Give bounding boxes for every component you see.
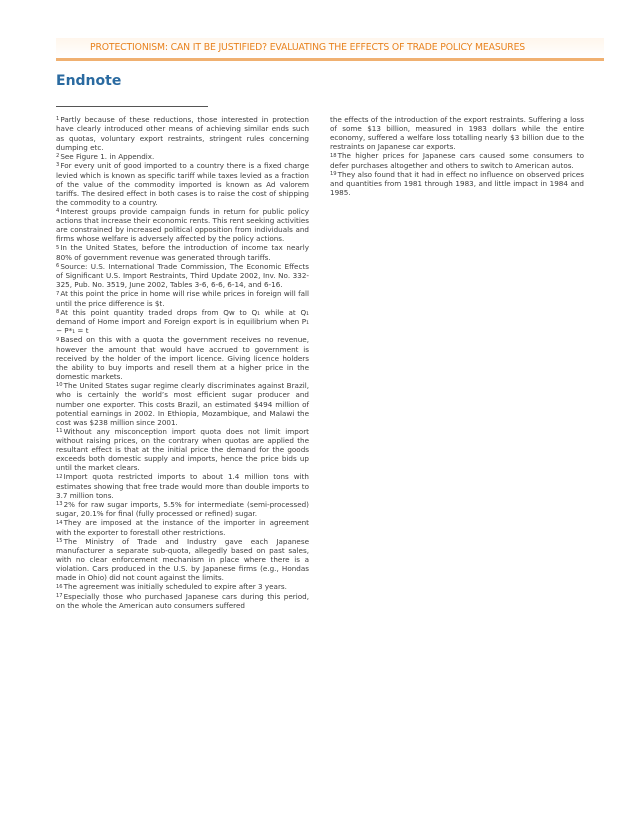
endnote: [56, 161, 309, 207]
endnote-number: 2: [56, 153, 60, 159]
endnote: [56, 289, 309, 308]
endnote-text: The United States sugar regime clearly discriminates against Brazil, who is certainly the world’s most efficient sugar producer and number one exporter. This costs Brazil, an estimated $494 million of potential earnings in 2002. In Ethiopia, Mozambique, and Malawi the cost was $238 million since 2001.: [56, 381, 309, 427]
endnote: [56, 472, 309, 500]
endnote-text: Especially those who purchased Japanese cars during this period, on the whole the American auto consumers suffered: [56, 591, 309, 611]
endnote-number: 11: [56, 428, 63, 435]
endnote-number: 13: [56, 501, 63, 508]
endnote-number: 12: [56, 473, 63, 480]
endnote: [330, 151, 584, 170]
endnote: [56, 152, 309, 161]
endnote-text: At this point the price in home will rise while prices in foreign will fall until the price difference is $t.: [56, 289, 309, 308]
endnote: [56, 500, 309, 519]
endnote: [330, 170, 584, 198]
endnote-number: 5: [56, 244, 60, 251]
endnote-text: the effects of the introduction of the export restraints. Suffering a loss of some $13 billion, measured in 1983 dollars while the entire economy, suffered a welfare loss totalling nearly $3 billion due to the restraints on Japanese car exports.: [330, 115, 584, 152]
endnote-text: They also found that it had in effect no influence on observed prices and quantities from 1981 through 1983, and little impact in 1984 and 1985.: [330, 169, 584, 198]
endnote-text: The higher prices for Japanese cars caused some consumers to defer purchases altogether and others to switch to American autos.: [330, 151, 584, 170]
endnote-continuation: [330, 115, 584, 151]
endnote-number: 19: [330, 171, 337, 178]
endnote-text: They are imposed at the instance of the importer in agreement with the exporter to forestall other restrictions.: [56, 518, 309, 537]
endnote: [56, 537, 309, 583]
endnote-text: For every unit of good imported to a country there is a fixed charge levied which is known as specific tariff while taxes levied as a fraction of the value of the commodity imported is known as Ad valorem tariffs. The desired effect in both cases is to raise the cost of shipping the commodity to a country.: [56, 161, 309, 207]
endnote-number: 9: [56, 336, 60, 343]
endnote-number: 10: [56, 382, 63, 389]
endnote-number: 17: [56, 593, 63, 600]
endnote: [56, 262, 309, 290]
section-title: Endnote: [56, 73, 122, 89]
endnote-text: 2% for raw sugar imports, 5.5% for intermediate (semi-processed) sugar, 20.1% for final (fully processed or refined) sugar.: [56, 499, 309, 519]
endnote-number: 1: [56, 116, 60, 123]
endnote-text: Interest groups provide campaign funds in return for public policy actions that increase their economic rents. This rent seeking activities are constrained by increased political opposition from individuals and firms whose welfare is adversely affected by the policy actions.: [56, 206, 309, 244]
endnote: [56, 592, 309, 611]
endnote-text: Without any misconception import quota does not limit import without raising prices, on the contrary when quotas are applied the resultant effect is that at the initial price the demand for the goods exceeds both domestic supply and imports, hence the price bids up until the market clears.: [56, 426, 309, 473]
endnotes-left-column: [56, 115, 309, 610]
endnote-text: See Figure 1. in Appendix.: [60, 151, 155, 161]
endnote-number: 6: [56, 263, 60, 270]
endnote: [56, 243, 309, 262]
endnote-number: 3: [56, 162, 60, 169]
title-divider: [56, 106, 208, 107]
endnote-number: 4: [56, 208, 60, 215]
endnote: [56, 427, 309, 473]
endnote-text: At this point quantity traded drops from Qw to Q₁ while at Q₁ demand of Home import and Foreign export is in equilibrium when P₁ − P*₁ = t: [56, 307, 309, 336]
running-title: PROTECTIONISM: CAN IT BE JUSTIFIED? EVALUATING THE EFFECTS OF TRADE POLICY MEASURES: [90, 42, 526, 53]
endnote: [56, 335, 309, 381]
endnote-text: Source: U.S. International Trade Commission, The Economic Effects of Significant U.S. Import Restraints, Third Update 2002, Inv. No. 332-325, Pub. No. 3519, June 2002, Tables 3-6, 6-6, 6-14, and 6-16.: [56, 261, 309, 290]
endnote-number: 15: [56, 538, 63, 545]
endnote-number: 18: [330, 152, 337, 159]
endnote-number: 14: [56, 519, 63, 526]
endnote-number: 7: [56, 290, 60, 297]
endnote: [56, 115, 309, 152]
endnote-number: 16: [56, 583, 63, 590]
endnote-text: Import quota restricted imports to about 1.4 million tons with estimates showing that free trade would more than double imports to 3.7 million tons.: [56, 472, 309, 500]
endnote: [56, 381, 309, 427]
endnote: [56, 582, 309, 591]
endnote-text: The Ministry of Trade and Industry gave each Japanese manufacturer a separate sub-quota, allegedly based on past sales, with no clear enforcement mechanism in place where there is a violation. Cars produced in the U.S. by Japanese firms (e.g., Hondas made in Ohio) did not count against the limits.: [56, 536, 309, 583]
endnote-number: 8: [56, 309, 60, 316]
endnote-text: In the United States, before the introduction of income tax nearly 80% of government revenue was generated through tariffs.: [56, 243, 309, 262]
endnote-text: The agreement was initially scheduled to expire after 3 years.: [63, 582, 287, 592]
endnote: [56, 308, 309, 336]
endnote: [56, 207, 309, 244]
endnote-text: Partly because of these reductions, those interested in protection have clearly introduced other means of achieving similar ends such as quotas, voluntary export restraints, stringent rules concerning dumping etc.: [56, 115, 309, 152]
endnotes-right-column: [330, 115, 584, 197]
endnote-text: Based on this with a quota the government receives no revenue, however the amount that would have accrued to government is received by the holder of the import licence. Giving licence holders the ability to buy imports and resell them at a higher price in the domestic markets.: [56, 335, 309, 381]
endnote: [56, 518, 309, 537]
